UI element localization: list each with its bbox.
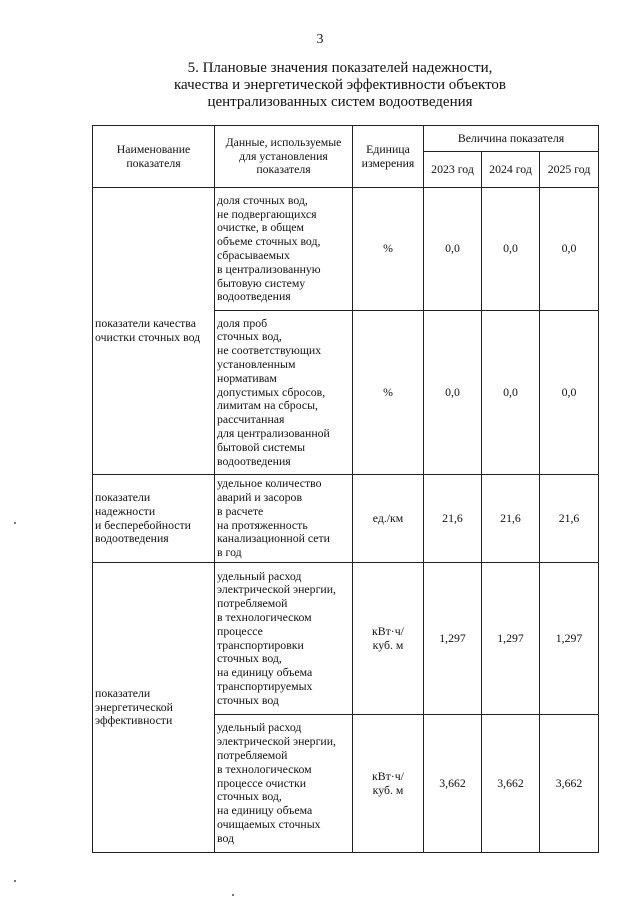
text-line: процессе очистки — [217, 775, 307, 790]
text-line: удельное количество — [217, 476, 322, 491]
text-line: бытовой системы — [217, 439, 306, 454]
header-value: Величина показателя — [424, 126, 599, 152]
text-line: не подвергающихся — [217, 206, 317, 221]
text-line: водоотведения — [217, 453, 291, 468]
text-line: удельный расход — [217, 720, 302, 735]
text-line: куб. м — [372, 782, 404, 797]
text-line: % — [383, 384, 393, 399]
unit-cell — [353, 475, 424, 563]
text-line: сточных вод, — [217, 789, 282, 804]
text-line: нормативам — [217, 370, 277, 385]
table-row — [93, 188, 599, 311]
text-line: Данные, используемые — [225, 134, 342, 149]
text-line: транспортируемых — [217, 678, 313, 693]
text-line: и бесперебойности — [95, 517, 191, 532]
unit-cell — [353, 311, 424, 475]
value-cell: 3,662 — [482, 715, 540, 853]
text-line: эффективности — [95, 713, 173, 728]
source-data — [215, 563, 353, 715]
table-header — [93, 126, 599, 188]
value-cell: 21,6 — [540, 475, 599, 563]
text-line: потребляемой — [217, 748, 288, 762]
text-line: сбрасываемых — [217, 248, 290, 262]
text-line: сточных вод — [217, 692, 279, 707]
text-line: измерения — [361, 155, 415, 170]
source-data — [215, 311, 353, 475]
scan-speck — [14, 522, 16, 524]
text-line: очистки сточных вод — [95, 330, 201, 344]
scan-speck — [232, 894, 234, 896]
value-cell: 21,6 — [482, 475, 540, 563]
indicator-name — [93, 563, 215, 853]
text-line: показателя — [126, 155, 181, 170]
text-line: допустимых сбросов, — [217, 384, 326, 399]
text-line: водоотведения — [95, 531, 169, 546]
text-line: кВт·ч/ — [372, 623, 404, 638]
text-line: очистке, в общем — [217, 220, 305, 235]
table-title — [140, 60, 540, 111]
text-line: лимитам на сбросы, — [217, 398, 319, 413]
text-line: кВт·ч/ — [372, 768, 404, 783]
text-line: показатели — [95, 489, 151, 504]
table-row — [93, 475, 599, 563]
text-line: куб. м — [372, 637, 404, 652]
text-line: % — [383, 241, 393, 256]
text-line: в централизованную — [217, 261, 321, 276]
text-line: электрической энергии, — [217, 582, 336, 597]
unit-cell — [353, 563, 424, 715]
text-line: доля сточных вод, — [217, 192, 308, 207]
page-number: 3 — [316, 32, 324, 47]
text-line: установленным — [217, 357, 296, 371]
text-line: надежности — [95, 503, 156, 518]
text-line: показатели — [95, 685, 151, 700]
value-cell: 0,0 — [540, 188, 599, 311]
value-cell: 3,662 — [540, 715, 599, 853]
text-line: для установления — [239, 148, 328, 163]
value-cell: 0,0 — [424, 311, 482, 475]
text-line: удельный расход — [217, 568, 302, 583]
title-line: 5. Плановые значения показателей надежности, — [187, 60, 493, 76]
text-line: для централизованной — [217, 425, 330, 440]
text-line: Единица — [366, 141, 410, 156]
source-data — [215, 188, 353, 311]
text-line: на единицу объема — [217, 803, 313, 818]
text-line: на протяженность — [217, 517, 308, 532]
source-data — [215, 715, 353, 853]
table-body — [93, 188, 599, 853]
unit-cell — [353, 715, 424, 853]
header-year: 2023 год — [424, 152, 482, 188]
text-line: в год — [217, 545, 242, 560]
value-cell: 0,0 — [482, 311, 540, 475]
text-line: в технологическом — [217, 609, 312, 624]
title-line: централизованных систем водоотведения — [207, 94, 473, 110]
text-line: не соответствующих — [217, 343, 322, 358]
header-unit — [353, 126, 424, 188]
scan-speck — [14, 880, 16, 882]
source-data — [215, 475, 353, 563]
text-line: показатели качества — [95, 316, 196, 331]
value-cell: 21,6 — [424, 475, 482, 563]
text-line: вод — [217, 830, 235, 845]
text-line: Наименование — [116, 141, 191, 156]
text-line: рассчитанная — [217, 412, 285, 427]
text-line: сточных вод, — [217, 651, 282, 666]
text-line: в расчете — [217, 503, 264, 518]
text-line: аварий и засоров — [217, 489, 303, 504]
text-line: очищаемых сточных — [217, 816, 321, 831]
text-line: на единицу объема — [217, 665, 313, 680]
header-year: 2025 год — [540, 152, 599, 188]
text-line: водоотведения — [217, 289, 291, 304]
text-line: транспортировки — [217, 637, 304, 652]
text-line: бытовую систему — [217, 275, 306, 290]
indicator-name — [93, 188, 215, 475]
value-cell: 1,297 — [540, 563, 599, 715]
table-row — [93, 563, 599, 715]
value-cell: 0,0 — [540, 311, 599, 475]
indicators-table — [92, 125, 599, 853]
value-cell: 3,662 — [424, 715, 482, 853]
title-line: качества и энергетической эффективности объектов — [173, 77, 507, 93]
text-line: потребляемой — [217, 596, 288, 611]
text-line: сточных вод, — [217, 329, 282, 344]
header-source-data — [215, 126, 353, 188]
value-cell: 1,297 — [424, 563, 482, 715]
text-line: канализационной сети — [217, 531, 330, 546]
text-line: энергетической — [95, 699, 173, 714]
text-line: в технологическом — [217, 761, 312, 776]
text-line: ед./км — [372, 510, 404, 525]
text-line: электрической энергии, — [217, 734, 336, 749]
value-cell: 0,0 — [424, 188, 482, 311]
indicator-name — [93, 475, 215, 563]
text-line: доля проб — [217, 315, 268, 330]
unit-cell — [353, 188, 424, 311]
header-indicator-name — [93, 126, 215, 188]
text-line: объеме сточных вод, — [217, 234, 321, 249]
text-line: показателя — [256, 162, 311, 177]
value-cell: 0,0 — [482, 188, 540, 311]
value-cell: 1,297 — [482, 563, 540, 715]
text-line: процессе — [217, 623, 263, 638]
header-year: 2024 год — [482, 152, 540, 188]
